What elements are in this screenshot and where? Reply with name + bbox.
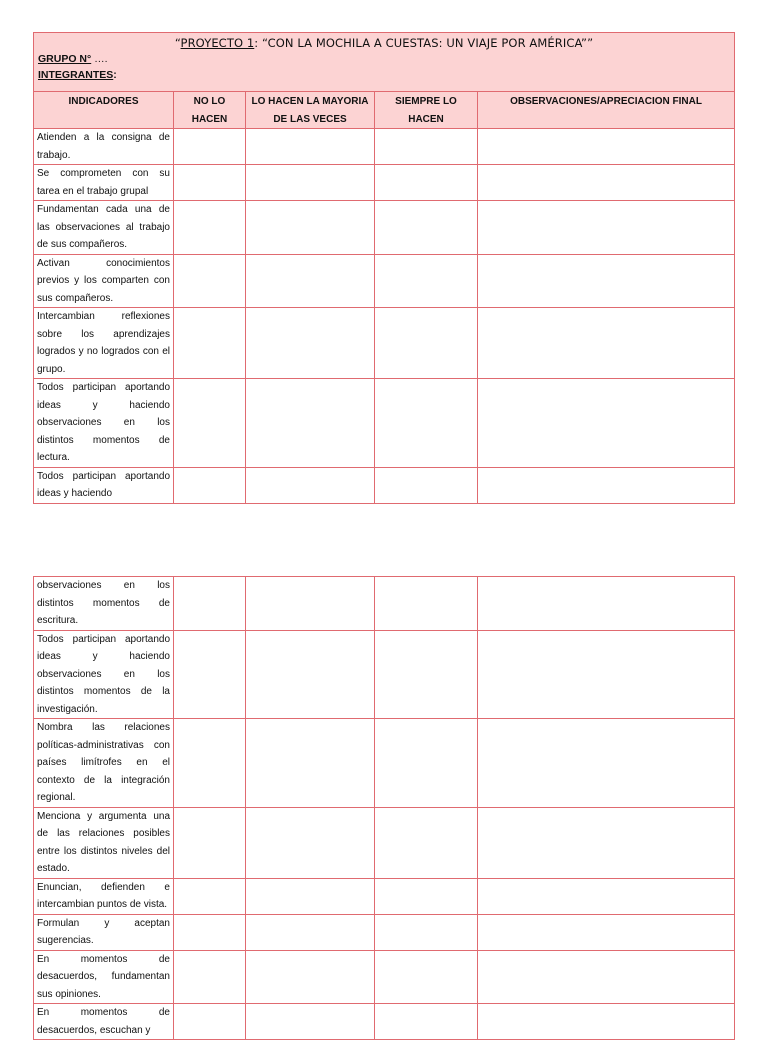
table-row (34, 467, 735, 503)
table-row (34, 1004, 735, 1040)
table-row (34, 577, 735, 631)
rating-cell-siempre[interactable] (375, 467, 478, 503)
column-header-no-lo-hacen: NO LO HACEN (174, 92, 246, 129)
rating-cell-siempre[interactable] (375, 719, 478, 808)
rating-cell-observaciones[interactable] (478, 1004, 735, 1040)
document-header (33, 32, 735, 91)
rating-cell-observaciones[interactable] (478, 379, 735, 468)
indicator-cell: Menciona y argumenta una de las relaciones posibles entre los distintos niveles del estado. (34, 807, 174, 878)
rating-cell-no-lo-hacen[interactable] (174, 467, 246, 503)
rating-cell-siempre[interactable] (375, 129, 478, 165)
indicator-cell: Todos participan aportando ideas y haciendo observaciones en los distintos momentos de la investigación. (34, 630, 174, 719)
indicator-cell: Formulan y aceptan sugerencias. (34, 914, 174, 950)
table-row (34, 129, 735, 165)
indicator-cell: Enuncian, defienden e intercambian puntos de vista. (34, 878, 174, 914)
rating-cell-observaciones[interactable] (478, 254, 735, 308)
title-quote-open: “ (174, 36, 181, 50)
rating-cell-no-lo-hacen[interactable] (174, 719, 246, 808)
table-row (34, 379, 735, 468)
rating-cell-observaciones[interactable] (478, 950, 735, 1004)
rating-cell-siempre[interactable] (375, 807, 478, 878)
rating-cell-la-mayoria[interactable] (246, 719, 375, 808)
rating-cell-siempre[interactable] (375, 630, 478, 719)
rating-cell-siempre[interactable] (375, 1004, 478, 1040)
rating-cell-siempre[interactable] (375, 379, 478, 468)
evaluation-table-page-2 (33, 576, 735, 1040)
members-colon: : (113, 69, 117, 81)
rating-cell-no-lo-hacen[interactable] (174, 807, 246, 878)
title-quote-close: ” (587, 36, 594, 50)
rating-cell-no-lo-hacen[interactable] (174, 129, 246, 165)
page-2 (33, 576, 735, 1036)
rating-cell-la-mayoria[interactable] (246, 165, 375, 201)
table-row (34, 254, 735, 308)
rating-cell-no-lo-hacen[interactable] (174, 914, 246, 950)
page-1 (33, 32, 735, 504)
rating-cell-la-mayoria[interactable] (246, 129, 375, 165)
table-row (34, 807, 735, 878)
table-row (34, 165, 735, 201)
indicator-cell: Atienden a la consigna de trabajo. (34, 129, 174, 165)
rating-cell-siempre[interactable] (375, 165, 478, 201)
rating-cell-no-lo-hacen[interactable] (174, 165, 246, 201)
indicator-cell: Todos participan aportando ideas y haciendo observaciones en los distintos momentos de lectura. (34, 379, 174, 468)
table-header-row (34, 92, 735, 129)
indicator-cell: Se comprometen con su tarea en el trabajo grupal (34, 165, 174, 201)
rating-cell-no-lo-hacen[interactable] (174, 201, 246, 255)
rating-cell-siempre[interactable] (375, 201, 478, 255)
rating-cell-siempre[interactable] (375, 950, 478, 1004)
rating-cell-no-lo-hacen[interactable] (174, 379, 246, 468)
rating-cell-siempre[interactable] (375, 308, 478, 379)
indicator-cell: observaciones en los distintos momentos de escritura. (34, 577, 174, 631)
rating-cell-la-mayoria[interactable] (246, 308, 375, 379)
rating-cell-observaciones[interactable] (478, 165, 735, 201)
rating-cell-la-mayoria[interactable] (246, 254, 375, 308)
rating-cell-siempre[interactable] (375, 254, 478, 308)
members-line (38, 67, 730, 83)
rating-cell-observaciones[interactable] (478, 878, 735, 914)
rating-cell-la-mayoria[interactable] (246, 878, 375, 914)
rating-cell-la-mayoria[interactable] (246, 807, 375, 878)
table-row (34, 201, 735, 255)
rating-cell-observaciones[interactable] (478, 467, 735, 503)
table-row (34, 719, 735, 808)
rating-cell-no-lo-hacen[interactable] (174, 308, 246, 379)
rating-cell-la-mayoria[interactable] (246, 201, 375, 255)
indicator-cell: Todos participan aportando ideas y haciendo (34, 467, 174, 503)
rating-cell-la-mayoria[interactable] (246, 1004, 375, 1040)
group-line (38, 51, 730, 67)
group-value: …. (94, 53, 108, 65)
rating-cell-no-lo-hacen[interactable] (174, 577, 246, 631)
column-header-indicadores: INDICADORES (34, 92, 174, 129)
indicator-cell: Nombra las relaciones políticas-administrativas con países limítrofes en el contexto de la integración regional. (34, 719, 174, 808)
column-header-la-mayoria: LO HACEN LA MAYORIA DE LAS VECES (246, 92, 375, 129)
rating-cell-la-mayoria[interactable] (246, 379, 375, 468)
rating-cell-no-lo-hacen[interactable] (174, 630, 246, 719)
indicator-cell: Activan conocimientos previos y los comparten con sus compañeros. (34, 254, 174, 308)
rating-cell-la-mayoria[interactable] (246, 950, 375, 1004)
table-row (34, 630, 735, 719)
group-label: GRUPO N° (38, 53, 92, 65)
rating-cell-no-lo-hacen[interactable] (174, 878, 246, 914)
rating-cell-observaciones[interactable] (478, 719, 735, 808)
indicator-cell: En momentos de desacuerdos, escuchan y (34, 1004, 174, 1040)
rating-cell-observaciones[interactable] (478, 129, 735, 165)
indicator-cell: Fundamentan cada una de las observaciones al trabajo de sus compañeros. (34, 201, 174, 255)
rating-cell-observaciones[interactable] (478, 308, 735, 379)
rating-cell-la-mayoria[interactable] (246, 467, 375, 503)
rating-cell-no-lo-hacen[interactable] (174, 1004, 246, 1040)
title-project-label: PROYECTO 1 (180, 36, 255, 50)
title-project-name: : “CON LA MOCHILA A CUESTAS: UN VIAJE POR AMÉRICA” (254, 36, 588, 50)
rating-cell-siempre[interactable] (375, 914, 478, 950)
project-title (38, 35, 730, 51)
indicator-cell: En momentos de desacuerdos, fundamentan sus opiniones. (34, 950, 174, 1004)
indicator-cell: Intercambian reflexiones sobre los aprendizajes logrados y no logrados con el grupo. (34, 308, 174, 379)
rating-cell-observaciones[interactable] (478, 201, 735, 255)
rating-cell-observaciones[interactable] (478, 577, 735, 631)
table-row (34, 878, 735, 914)
rating-cell-no-lo-hacen[interactable] (174, 254, 246, 308)
table-row (34, 950, 735, 1004)
rating-cell-observaciones[interactable] (478, 807, 735, 878)
rating-cell-no-lo-hacen[interactable] (174, 950, 246, 1004)
column-header-siempre: SIEMPRE LO HACEN (375, 92, 478, 129)
evaluation-table-page-1 (33, 91, 735, 504)
rating-cell-observaciones[interactable] (478, 914, 735, 950)
members-label: INTEGRANTES (38, 69, 114, 81)
rating-cell-la-mayoria[interactable] (246, 577, 375, 631)
table-row (34, 914, 735, 950)
rating-cell-siempre[interactable] (375, 878, 478, 914)
table-row (34, 308, 735, 379)
rating-cell-observaciones[interactable] (478, 630, 735, 719)
rating-cell-la-mayoria[interactable] (246, 914, 375, 950)
rating-cell-siempre[interactable] (375, 577, 478, 631)
rating-cell-la-mayoria[interactable] (246, 630, 375, 719)
column-header-observaciones: OBSERVACIONES/APRECIACION FINAL (478, 92, 735, 129)
